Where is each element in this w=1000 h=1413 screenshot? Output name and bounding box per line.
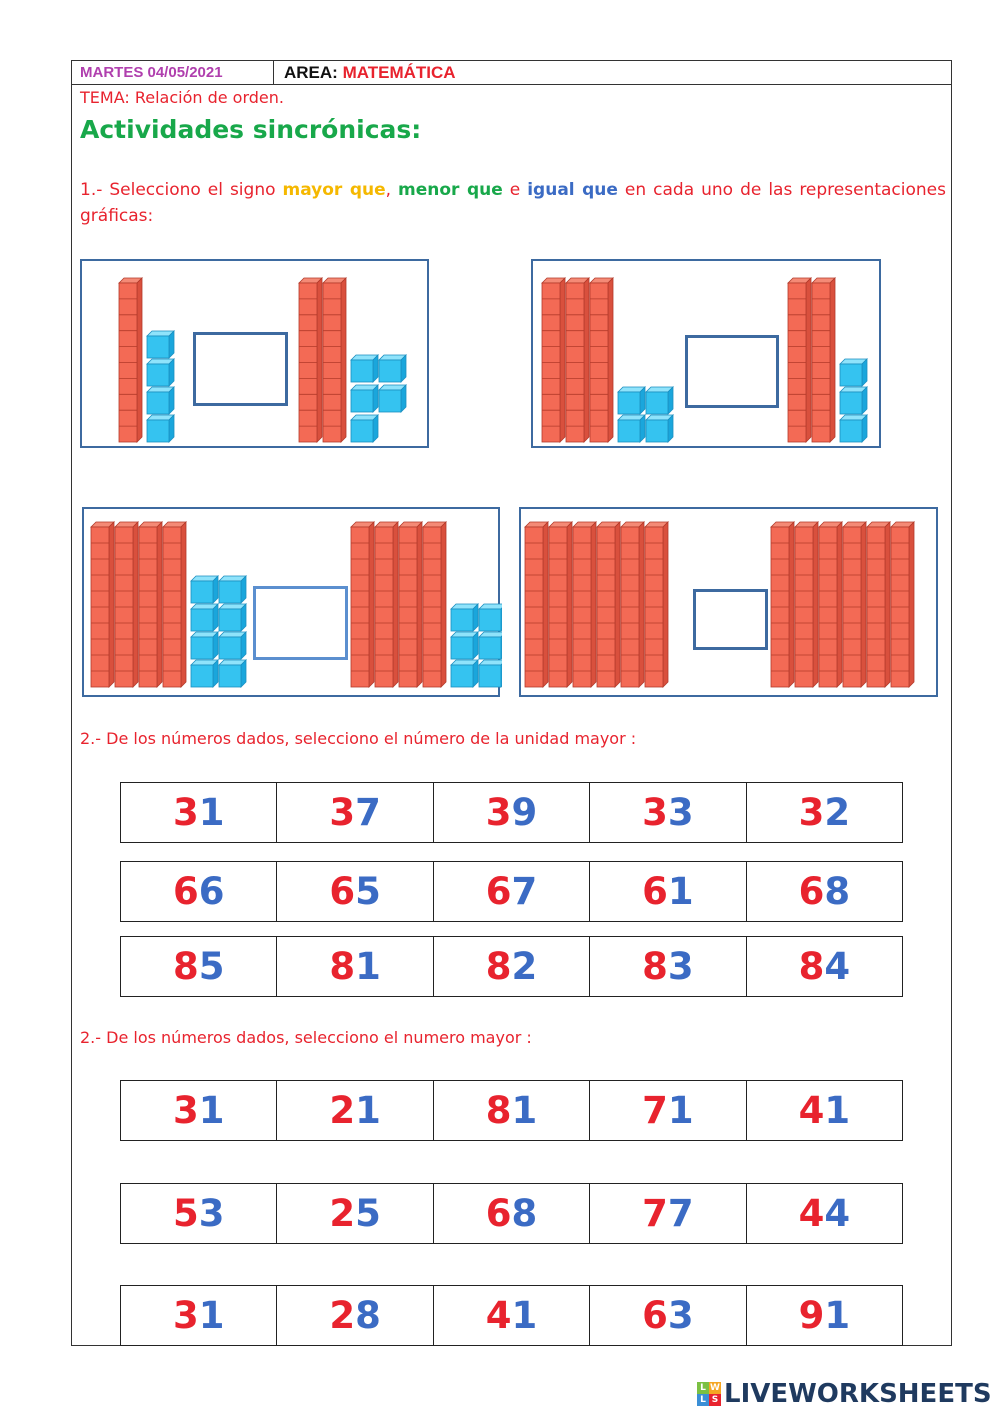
ten-rod bbox=[573, 522, 596, 687]
ten-rod bbox=[590, 278, 613, 442]
instruction-1 bbox=[80, 177, 946, 229]
worksheet-frame bbox=[71, 60, 952, 1346]
number-option[interactable] bbox=[590, 1286, 746, 1345]
greatest-grid-row bbox=[120, 1080, 903, 1141]
mayor-que-label: mayor que bbox=[282, 180, 386, 200]
header-row bbox=[71, 60, 952, 85]
ten-rod bbox=[843, 522, 866, 687]
number-option[interactable] bbox=[747, 1286, 902, 1345]
tens-digit: 4 bbox=[485, 1294, 512, 1337]
area-subject: MATEMÁTICA bbox=[342, 63, 456, 82]
units-digit: 1 bbox=[667, 870, 694, 913]
number-option[interactable] bbox=[277, 937, 433, 996]
unit-cube bbox=[351, 385, 378, 412]
number-option[interactable] bbox=[434, 783, 590, 842]
header-area bbox=[284, 61, 456, 84]
tens-digit: 8 bbox=[172, 945, 199, 988]
tens-digit: 3 bbox=[172, 791, 199, 834]
logo-badge-icon: L W L S bbox=[697, 1382, 721, 1406]
units-digit: 7 bbox=[667, 1192, 694, 1235]
ten-rod bbox=[525, 522, 548, 687]
units-digit: 3 bbox=[667, 1294, 694, 1337]
unit-cube bbox=[219, 604, 246, 631]
ten-rod bbox=[867, 522, 890, 687]
unit-cube bbox=[618, 415, 645, 442]
ten-rod bbox=[323, 278, 346, 442]
unit-cube bbox=[646, 415, 673, 442]
tens-digit: 2 bbox=[329, 1294, 356, 1337]
ten-rod bbox=[819, 522, 842, 687]
units-digit: 1 bbox=[355, 1089, 381, 1132]
sign-answer-box-2[interactable] bbox=[685, 335, 779, 408]
number-option[interactable] bbox=[121, 937, 277, 996]
tens-digit: 3 bbox=[329, 791, 356, 834]
number-option[interactable] bbox=[747, 862, 902, 921]
ten-rod bbox=[91, 522, 114, 687]
tens-digit: 6 bbox=[172, 870, 199, 913]
units-digit: 8 bbox=[824, 870, 851, 913]
tens-digit: 6 bbox=[798, 870, 825, 913]
comparison-panel-1 bbox=[80, 259, 429, 448]
unit-cube bbox=[147, 415, 174, 442]
units-grid-row bbox=[120, 861, 903, 922]
number-option[interactable] bbox=[434, 937, 590, 996]
units-digit: 1 bbox=[511, 1089, 538, 1132]
unit-cube bbox=[618, 387, 645, 414]
units-digit: 2 bbox=[824, 791, 851, 834]
instruction-3: 2.- De los números dados, selecciono el numero mayor : bbox=[80, 1028, 532, 1047]
units-digit: 4 bbox=[824, 1192, 851, 1235]
instruction-2: 2.- De los números dados, selecciono el número de la unidad mayor : bbox=[80, 729, 637, 748]
tens-digit: 8 bbox=[329, 945, 356, 988]
ten-rod bbox=[399, 522, 422, 687]
number-option[interactable] bbox=[434, 1286, 590, 1345]
instruction-text: , bbox=[385, 180, 399, 200]
unit-cube bbox=[147, 387, 174, 414]
ten-rod bbox=[795, 522, 818, 687]
units-digit: 8 bbox=[511, 1192, 538, 1235]
unit-cube bbox=[191, 604, 218, 631]
number-option[interactable] bbox=[434, 1081, 590, 1140]
comparison-panel-4 bbox=[519, 507, 938, 697]
tens-digit: 4 bbox=[798, 1192, 825, 1235]
unit-cube bbox=[379, 385, 406, 412]
sign-answer-box-1[interactable] bbox=[193, 332, 288, 406]
units-digit: 8 bbox=[355, 1294, 381, 1337]
units-digit: 3 bbox=[667, 945, 694, 988]
number-option[interactable] bbox=[277, 1184, 433, 1243]
unit-cube bbox=[191, 576, 218, 603]
units-digit: 7 bbox=[355, 791, 381, 834]
ten-rod bbox=[139, 522, 162, 687]
ten-rod bbox=[788, 278, 811, 442]
unit-cube bbox=[191, 660, 218, 687]
igual-que-label: igual que bbox=[527, 180, 618, 200]
number-option[interactable] bbox=[277, 862, 433, 921]
units-digit: 1 bbox=[198, 791, 225, 834]
tens-digit: 8 bbox=[642, 945, 668, 988]
tens-digit: 3 bbox=[485, 791, 512, 834]
tens-digit: 3 bbox=[642, 791, 668, 834]
tens-digit: 7 bbox=[642, 1192, 668, 1235]
ten-rod bbox=[423, 522, 446, 687]
greatest-grid-row bbox=[120, 1285, 903, 1346]
number-option[interactable] bbox=[590, 1081, 746, 1140]
number-option[interactable] bbox=[590, 862, 746, 921]
unit-cube bbox=[840, 387, 867, 414]
instruction-text: e bbox=[502, 180, 528, 200]
number-option[interactable] bbox=[121, 1286, 277, 1345]
ten-rod bbox=[299, 278, 322, 442]
units-digit: 5 bbox=[355, 1192, 381, 1235]
number-option[interactable] bbox=[121, 1184, 277, 1243]
units-digit: 1 bbox=[198, 1294, 225, 1337]
number-option[interactable] bbox=[434, 862, 590, 921]
unit-cube bbox=[646, 387, 673, 414]
ten-rod bbox=[549, 522, 572, 687]
number-option[interactable] bbox=[121, 783, 277, 842]
greatest-grid-row bbox=[120, 1183, 903, 1244]
unit-cube bbox=[451, 632, 478, 659]
tens-digit: 3 bbox=[798, 791, 825, 834]
unit-cube bbox=[147, 359, 174, 386]
tens-digit: 7 bbox=[642, 1089, 668, 1132]
ten-rod bbox=[597, 522, 620, 687]
unit-cube bbox=[147, 331, 174, 358]
units-digit: 1 bbox=[824, 1294, 851, 1337]
tens-digit: 8 bbox=[798, 945, 825, 988]
unit-cube bbox=[219, 576, 246, 603]
area-label: AREA: bbox=[284, 63, 338, 82]
unit-cube bbox=[219, 632, 246, 659]
ten-rod bbox=[566, 278, 589, 442]
unit-cube bbox=[479, 660, 502, 687]
number-option[interactable] bbox=[747, 1184, 902, 1243]
tens-digit: 6 bbox=[485, 870, 512, 913]
unit-cube bbox=[840, 359, 867, 386]
units-digit: 1 bbox=[355, 945, 381, 988]
number-option[interactable] bbox=[590, 937, 746, 996]
unit-cube bbox=[351, 415, 378, 442]
logo-text: LIVEWORKSHEETS bbox=[724, 1379, 992, 1409]
tens-digit: 2 bbox=[329, 1089, 356, 1132]
ten-rod bbox=[119, 278, 142, 442]
tens-digit: 6 bbox=[642, 870, 668, 913]
unit-cube bbox=[840, 415, 867, 442]
units-digit: 5 bbox=[355, 870, 381, 913]
tens-digit: 5 bbox=[172, 1192, 199, 1235]
comparison-panel-3 bbox=[82, 507, 500, 697]
tens-digit: 2 bbox=[329, 1192, 356, 1235]
number-option[interactable] bbox=[590, 783, 746, 842]
tens-digit: 3 bbox=[172, 1294, 199, 1337]
number-option[interactable] bbox=[277, 1081, 433, 1140]
number-option[interactable] bbox=[434, 1184, 590, 1243]
unit-cube bbox=[479, 632, 502, 659]
instruction-text: 1.- Selecciono el signo bbox=[80, 180, 283, 200]
comparison-panel-2 bbox=[531, 259, 881, 448]
units-grid-row bbox=[120, 782, 903, 843]
tens-digit: 3 bbox=[172, 1089, 199, 1132]
number-option[interactable] bbox=[121, 862, 277, 921]
unit-cube bbox=[379, 355, 406, 382]
units-digit: 2 bbox=[511, 945, 538, 988]
liveworksheets-logo bbox=[697, 1377, 992, 1411]
unit-cube bbox=[451, 660, 478, 687]
units-grid-row bbox=[120, 936, 903, 997]
ten-rod bbox=[645, 522, 668, 687]
ten-rod bbox=[891, 522, 914, 687]
units-digit: 6 bbox=[198, 870, 225, 913]
units-digit: 5 bbox=[198, 945, 225, 988]
units-digit: 1 bbox=[667, 1089, 694, 1132]
units-digit: 1 bbox=[824, 1089, 851, 1132]
tens-digit: 9 bbox=[798, 1294, 825, 1337]
tens-digit: 8 bbox=[485, 945, 512, 988]
topic-text: TEMA: Relación de orden. bbox=[80, 88, 284, 107]
unit-cube bbox=[479, 604, 502, 631]
units-digit: 4 bbox=[824, 945, 851, 988]
units-digit: 3 bbox=[667, 791, 694, 834]
ten-rod bbox=[812, 278, 835, 442]
tens-digit: 6 bbox=[642, 1294, 668, 1337]
tens-digit: 6 bbox=[485, 1192, 512, 1235]
number-option[interactable] bbox=[747, 937, 902, 996]
unit-cube bbox=[219, 660, 246, 687]
number-option[interactable] bbox=[277, 783, 433, 842]
units-digit: 3 bbox=[198, 1192, 225, 1235]
menor-que-label: menor que bbox=[398, 180, 503, 200]
number-option[interactable] bbox=[277, 1286, 433, 1345]
instruction-text: en cada uno de las representaciones gráficas: bbox=[80, 180, 946, 226]
ten-rod bbox=[351, 522, 374, 687]
units-digit: 1 bbox=[198, 1089, 225, 1132]
tens-digit: 6 bbox=[329, 870, 356, 913]
ten-rod bbox=[542, 278, 565, 442]
tens-digit: 4 bbox=[798, 1089, 825, 1132]
ten-rod bbox=[375, 522, 398, 687]
unit-cube bbox=[451, 604, 478, 631]
sign-answer-box-4[interactable] bbox=[693, 589, 768, 650]
number-option[interactable] bbox=[590, 1184, 746, 1243]
ten-rod bbox=[621, 522, 644, 687]
sign-answer-box-3[interactable] bbox=[253, 586, 348, 660]
tens-digit: 8 bbox=[485, 1089, 512, 1132]
units-digit: 1 bbox=[511, 1294, 538, 1337]
header-date: MARTES 04/05/2021 bbox=[72, 61, 274, 84]
units-digit: 9 bbox=[511, 791, 538, 834]
number-option[interactable] bbox=[747, 1081, 902, 1140]
number-option[interactable] bbox=[747, 783, 902, 842]
ten-rod bbox=[163, 522, 186, 687]
units-digit: 7 bbox=[511, 870, 538, 913]
unit-cube bbox=[191, 632, 218, 659]
unit-cube bbox=[351, 355, 378, 382]
ten-rod bbox=[115, 522, 138, 687]
ten-rod bbox=[771, 522, 794, 687]
page-title: Actividades sincrónicas: bbox=[80, 115, 422, 144]
number-option[interactable] bbox=[121, 1081, 277, 1140]
